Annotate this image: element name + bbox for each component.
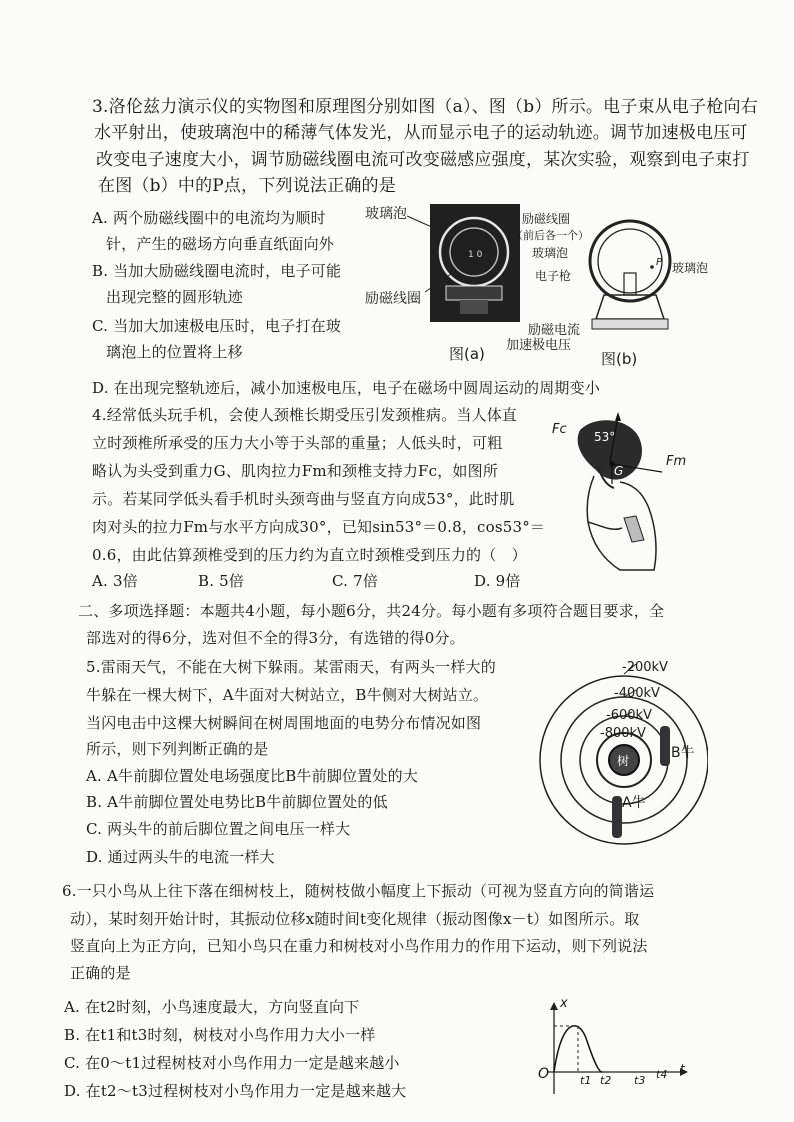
- q3-option-c-1: C. 当加大加速极电压时，电子打在玻: [92, 317, 342, 335]
- q6-line-2: 动），某时刻开始计时，其振动位移x随时间t变化规律（振动图像x－t）如图所示。取: [70, 910, 640, 928]
- q5-fig-label-v2: -400kV: [614, 686, 660, 701]
- q5-line-4: 所示，则下列判断正确的是: [86, 740, 269, 758]
- q4-option-c: C. 7倍: [332, 572, 379, 590]
- q3-fig-b-label-p: P: [656, 257, 663, 268]
- q6-fig-label-o: O: [538, 1066, 550, 1082]
- q3-fig-b-label-bulb-left: 玻璃泡: [532, 246, 569, 260]
- q3-line-2: 水平射出，使玻璃泡中的稀薄气体发光，从而显示电子的运动轨迹。调节加速极电压可: [94, 123, 748, 143]
- q5-option-c: C. 两头牛的前后脚位置之间电压一样大: [86, 820, 351, 838]
- q4-line-2: 立时颈椎所承受的压力大小等于头部的重量；人低头时，可粗: [92, 434, 503, 452]
- q6-fig-label-t4: t4: [656, 1068, 668, 1081]
- q6-fig-label-x: x: [560, 996, 568, 1011]
- q5-fig-label-v4: -800kV: [600, 726, 646, 741]
- section2-line-2: 部选对的得6分，选对但不全的得3分，有选错的得0分。: [86, 629, 465, 647]
- q4-fig-label-g: G: [614, 464, 624, 478]
- q3-option-d: D. 在出现完整轨迹后，减小加速极电压，电子在磁场中圆周运动的周期变小: [92, 379, 601, 397]
- q3-fig-b-caption: 图(b): [601, 350, 638, 368]
- q5-fig-label-cow-b: B牛: [671, 745, 695, 761]
- q4-line-1: 4.经常低头玩手机，会使人颈椎长期受压引发颈椎病。当人体直: [92, 406, 518, 424]
- cow-b-icon: [660, 726, 670, 766]
- q6-option-d: D. 在t2～t3过程树枝对小鸟作用力一定是越来越大: [64, 1082, 407, 1100]
- q3-option-a-1: A. 两个励磁线圈中的电流均为顺时: [92, 209, 326, 227]
- q5-fig-label-v3: -600kV: [606, 708, 652, 723]
- q5-line-3: 当闪电击中这棵大树瞬间在树周围地面的电势分布情况如图: [86, 714, 482, 732]
- q4-option-d: D. 9倍: [474, 572, 521, 590]
- q3-fig-a-label-coil: 励磁线圈: [365, 291, 421, 307]
- q6-option-b: B. 在t1和t3时刻，树枝对小鸟作用力大小一样: [64, 1026, 376, 1044]
- q5-option-d: D. 通过两头牛的电流一样大: [86, 848, 275, 866]
- q6-line-4: 正确的是: [70, 964, 131, 982]
- q5-fig-label-cow-a: A牛: [622, 795, 646, 811]
- q4-line-5: 肉对头的拉力Fm与水平方向成30°，已知sin53°＝0.8，cos53°＝: [92, 518, 546, 536]
- q3-fig-b-label-voltage: 加速极电压: [506, 338, 572, 353]
- q6-option-c: C. 在0～t1过程树枝对小鸟作用力一定是越来越小: [64, 1054, 400, 1072]
- q3-option-b-1: B. 当加大励磁线圈电流时，电子可能: [92, 262, 342, 280]
- q3-fig-b-label-current: 励磁电流: [528, 323, 581, 338]
- q5-option-a: A. A牛前脚位置处电场强度比B牛前脚位置处的大: [86, 767, 419, 785]
- svg-text:1 0: 1 0: [468, 250, 483, 260]
- q6-fig-label-t: t: [680, 1062, 685, 1076]
- q3-option-c-2: 璃泡上的位置将上移: [106, 343, 243, 361]
- q4-line-6: 0.6，由此估算颈椎受到的压力约为直立时颈椎受到压力的（ ）: [92, 546, 527, 564]
- q5-option-b: B. A牛前脚位置处电势比B牛前脚位置处的低: [86, 793, 388, 811]
- q4-option-b: B. 5倍: [198, 572, 245, 590]
- q5-line-1: 5.雷雨天气，不能在大树下躲雨。某雷雨天，有两头一样大的: [86, 658, 496, 676]
- q3-fig-b-label-coil: 励磁线圈: [522, 212, 571, 226]
- q3-option-a-2: 针，产生的磁场方向垂直纸面向外: [106, 235, 335, 253]
- q6-figure-xt-graph: [532, 998, 692, 1098]
- cow-a-icon: [612, 796, 622, 838]
- q5-fig-label-v1: -200kV: [622, 660, 668, 675]
- q5-line-2: 牛躲在一棵大树下，A牛面对大树站立，B牛侧对大树站立。: [86, 686, 489, 704]
- q3-fig-a-label-bulb: 玻璃泡: [365, 206, 407, 222]
- q6-line-1: 6.一只小鸟从上往下落在细树枝上，随树枝做小幅度上下振动（可视为竖直方向的简谐运: [62, 882, 655, 900]
- q3-fig-b-label-gun: 电子枪: [535, 269, 572, 283]
- q3-fig-a-leaders: [395, 210, 455, 300]
- q4-fig-label-fm: Fm: [666, 454, 687, 469]
- q6-fig-label-t3: t3: [634, 1074, 646, 1087]
- q6-fig-label-t2: t2: [600, 1074, 612, 1087]
- q6-fig-label-t1: t1: [580, 1074, 592, 1087]
- q3-option-b-2: 出现完整的圆形轨迹: [106, 288, 243, 306]
- q5-fig-label-tree: 树: [617, 754, 630, 768]
- q4-line-3: 略认为头受到重力G、肌肉拉力Fm和颈椎支持力Fc，如图所: [92, 462, 499, 480]
- q3-fig-b-label-bulb-right: 玻璃泡: [672, 261, 709, 275]
- section2-line-1: 二、多项选择题：本题共4小题，每小题6分，共24分。每小题有多项符合题目要求，全: [78, 602, 665, 620]
- q6-option-a: A. 在t2时刻，小鸟速度最大，方向竖直向下: [64, 998, 360, 1016]
- q3-fig-b-label-coil-note: （前后各一个）: [512, 229, 589, 242]
- q4-fig-label-angle: 53°: [594, 430, 616, 444]
- q3-figure-b-schematic: [586, 207, 674, 335]
- q3-line-1: 3.洛伦兹力演示仪的实物图和原理图分别如图（a）、图（b）所示。电子束从电子枪向右: [92, 97, 758, 117]
- q3-line-3: 改变电子速度大小，调节励磁线圈电流可改变磁感应强度，某次实验，观察到电子束打: [96, 150, 750, 170]
- q3-fig-a-caption: 图(a): [449, 345, 485, 363]
- q3-line-4: 在图（b）中的P点，下列说法正确的是: [98, 176, 396, 196]
- q4-option-a: A. 3倍: [92, 572, 138, 590]
- q6-line-3: 竖直向上为正方向，已知小鸟只在重力和树枝对小鸟作用力的作用下运动，则下列说法: [70, 937, 648, 955]
- q4-fig-label-fc: Fc: [552, 422, 567, 437]
- q4-line-4: 示。若某同学低头看手机时头颈弯曲与竖直方向成53°，此时肌: [92, 490, 515, 508]
